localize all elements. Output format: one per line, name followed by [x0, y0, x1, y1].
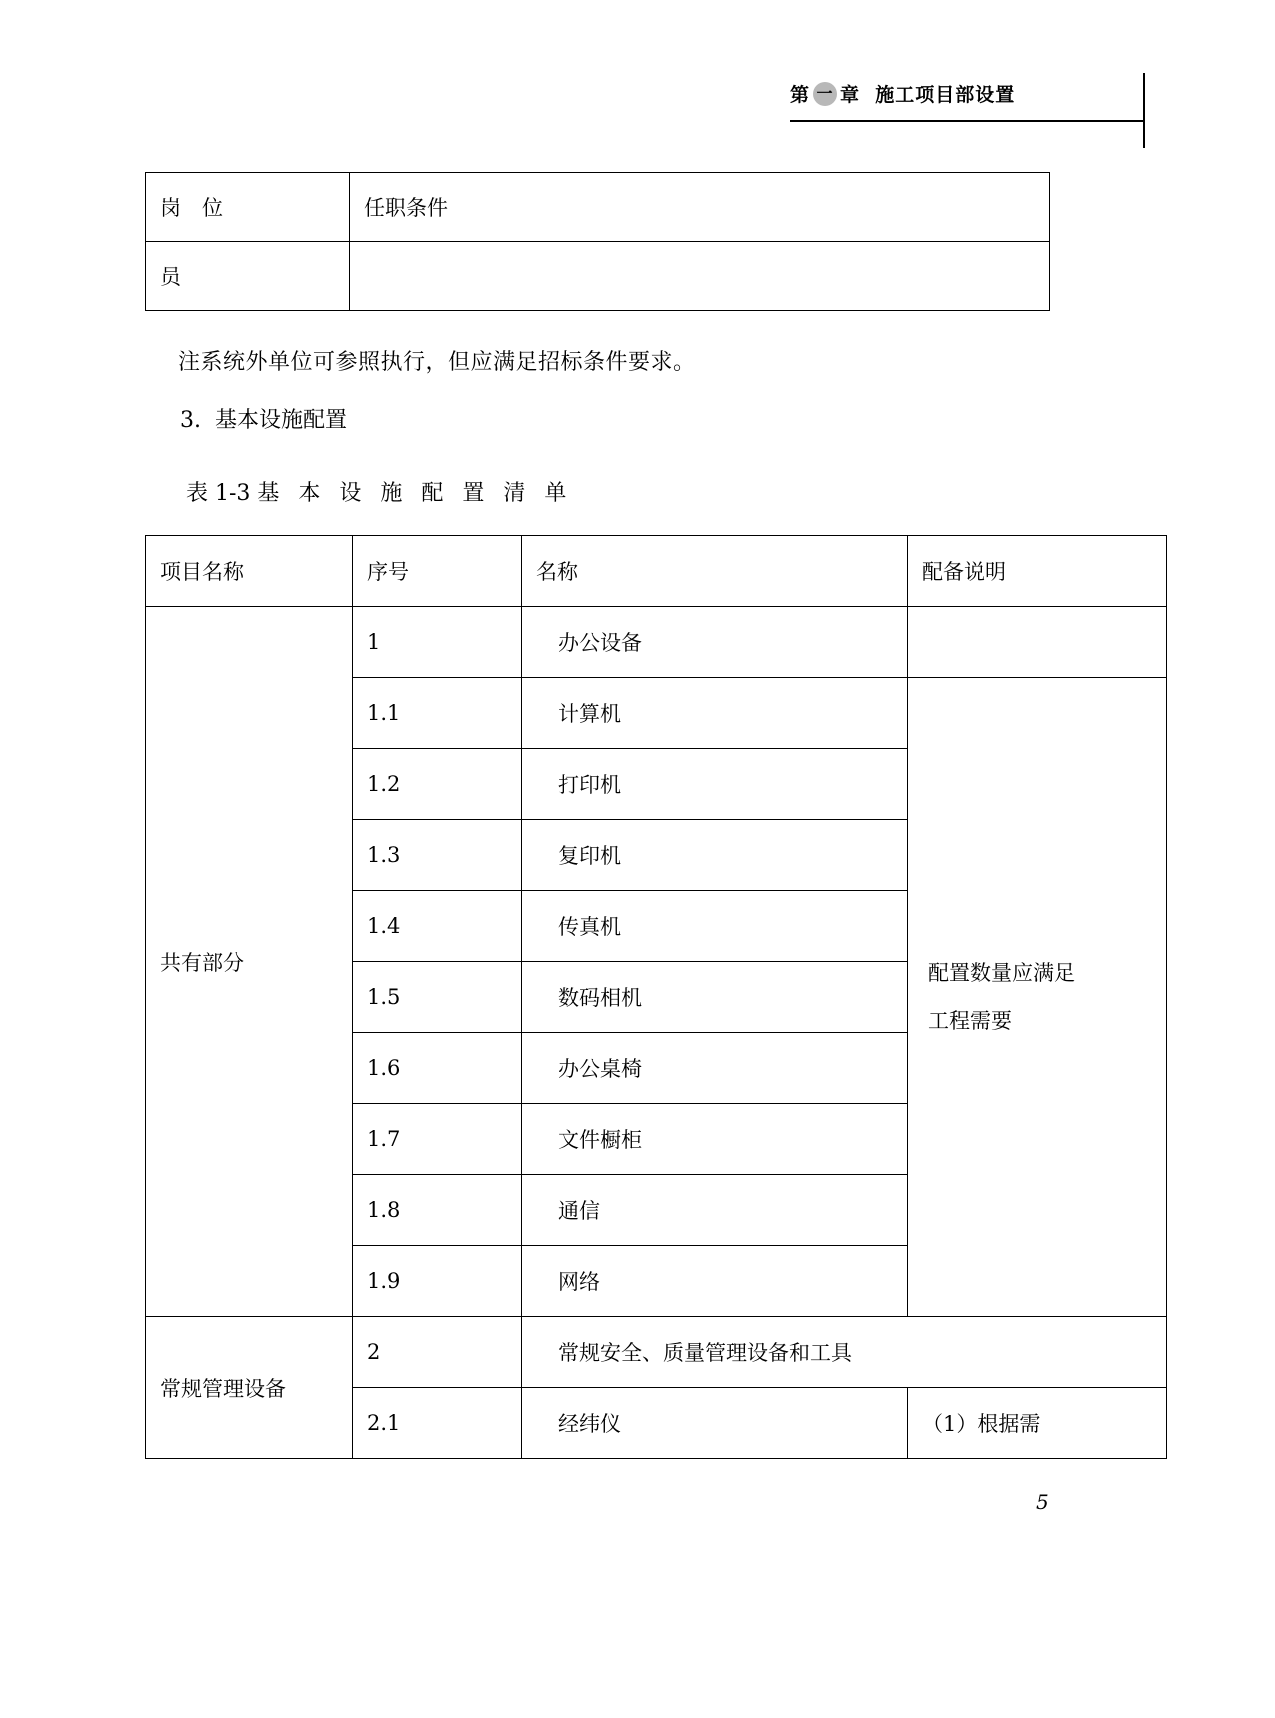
table-cell-note: （1）根据需 [908, 1388, 1167, 1459]
table-cell-name: 计算机 [522, 678, 908, 749]
table-cell-name: 文件橱柜 [522, 1104, 908, 1175]
note-line-1: 配置数量应满足 [928, 960, 1075, 985]
table-cell-post: 员 [146, 242, 350, 311]
header-suffix: 章 [840, 84, 861, 106]
table-header-cell-post: 岗 位 [146, 173, 350, 242]
table-cell-index: 1.2 [353, 749, 522, 820]
page-header [790, 80, 1145, 108]
table-cell-index: 1.4 [353, 891, 522, 962]
table-header-row [146, 536, 1167, 607]
header-divider [790, 120, 1145, 122]
table-cell-condition [350, 242, 1050, 311]
table-cell-name: 常规安全、质量管理设备和工具 [522, 1317, 1167, 1388]
table-caption-prefix: 表 1-3 [186, 481, 258, 506]
table-cell-index: 1.5 [353, 962, 522, 1033]
table-header-row [146, 173, 1050, 242]
table-cell-index: 2 [353, 1317, 522, 1388]
table-cell-index: 1.8 [353, 1175, 522, 1246]
table-header-cell-project: 项目名称 [146, 536, 353, 607]
header-title [790, 80, 1145, 108]
section-heading [180, 403, 347, 434]
table-header-cell-condition: 任职条件 [350, 173, 1050, 242]
table-cell-note [908, 607, 1167, 678]
table-cell-name: 办公设备 [522, 607, 908, 678]
header-prefix: 第 [790, 84, 811, 106]
table-cell-index: 1.6 [353, 1033, 522, 1104]
table-cell-index: 1.1 [353, 678, 522, 749]
table-cell-name: 打印机 [522, 749, 908, 820]
table-row [146, 607, 1167, 678]
section-title: 基本设施配置 [215, 408, 348, 433]
table-cell-index: 1.9 [353, 1246, 522, 1317]
table-cell-index: 1.3 [353, 820, 522, 891]
table-header-cell-note: 配备说明 [908, 536, 1167, 607]
note-paragraph: 注系统外单位可参照执行，但应满足招标条件要求。 [178, 350, 696, 375]
table-cell-name: 网络 [522, 1246, 908, 1317]
table-header-cell-index: 序号 [353, 536, 522, 607]
table-cell-name: 经纬仪 [522, 1388, 908, 1459]
table-cell-category-management: 常规管理设备 [146, 1317, 353, 1459]
chapter-number-badge: 一 [813, 82, 837, 106]
table-cell-index: 1 [353, 607, 522, 678]
table-cell-name: 传真机 [522, 891, 908, 962]
table-row [146, 1317, 1167, 1388]
table-caption [186, 476, 572, 507]
table-cell-name: 通信 [522, 1175, 908, 1246]
table-cell-index: 2.1 [353, 1388, 522, 1459]
post-requirements-table [145, 172, 1050, 311]
table-caption-text: 基 本 设 施 配 置 清 单 [257, 481, 573, 506]
table-cell-name: 数码相机 [522, 962, 908, 1033]
table-cell-category-common: 共有部分 [146, 607, 353, 1317]
section-number: 3. [180, 408, 201, 433]
note-line-2: 工程需要 [928, 1009, 1012, 1033]
page-number: 5 [1036, 1490, 1049, 1514]
table-cell-index: 1.7 [353, 1104, 522, 1175]
facility-list-table [145, 535, 1167, 1459]
table-cell-name: 复印机 [522, 820, 908, 891]
header-chapter-title: 施工项目部设置 [875, 84, 1016, 106]
table-cell-note-common [908, 678, 1167, 1317]
table-cell-name: 办公桌椅 [522, 1033, 908, 1104]
header-divider-tick [1143, 73, 1145, 148]
table-header-cell-name: 名称 [522, 536, 908, 607]
table-row [146, 242, 1050, 311]
